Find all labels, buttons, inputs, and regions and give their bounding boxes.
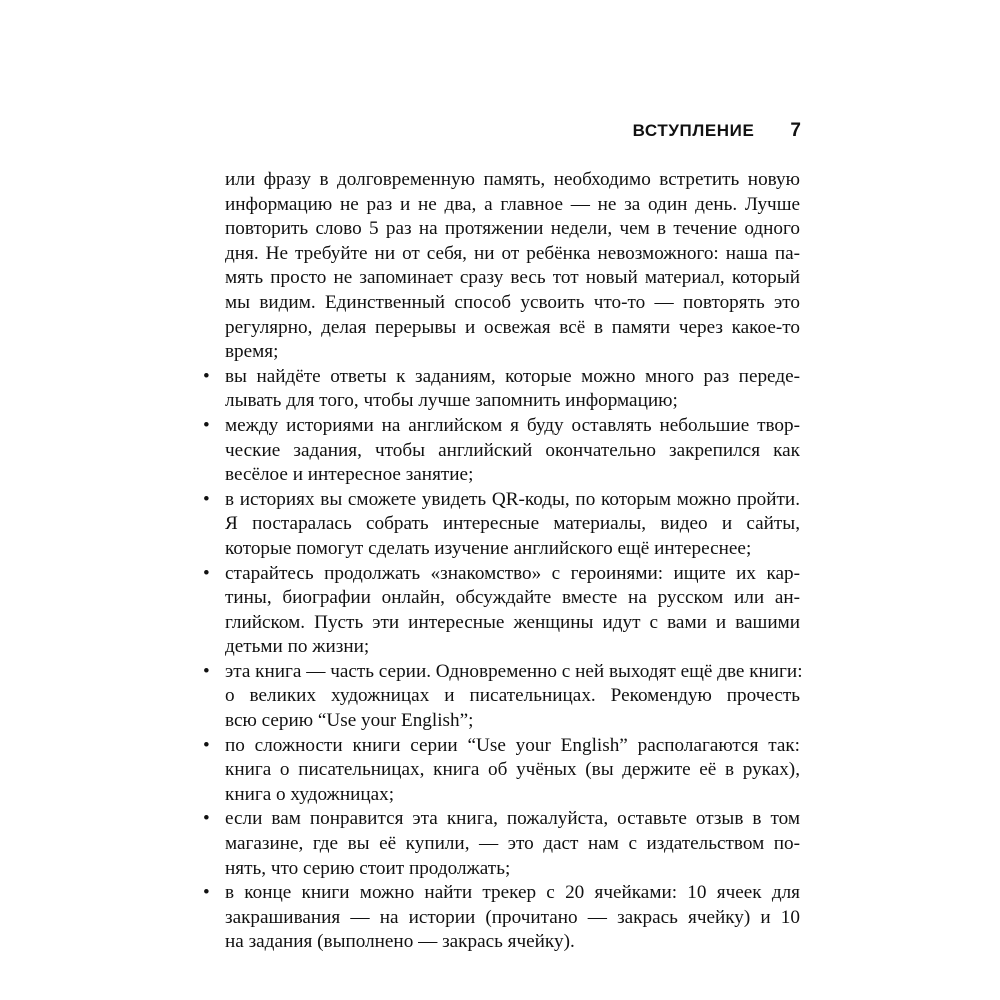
text-line: закрашивания — на истории (прочитано — закрась ячейку) и 10: [225, 906, 800, 928]
bullet-item: [203, 734, 800, 808]
text-line: магазине, где вы её купили, — это даст нам с издательством по-: [225, 833, 800, 855]
text-line: глийском. Пусть эти интересные женщины идут с вами и вашими: [225, 611, 800, 633]
text-line: ческие задания, чтобы английский окончательно закрепился как: [225, 439, 800, 461]
page-number: 7: [790, 120, 801, 141]
text-line: старайтесь продолжать «знакомство» с героинями: ищите их кар-: [225, 562, 800, 584]
text-line: тины, биографии онлайн, обсуждайте вместе на русском или ан-: [225, 587, 800, 609]
body-text: [203, 168, 803, 955]
text-line: время;: [225, 341, 279, 363]
text-line: которые помогут сделать изучение английского ещё интереснее;: [225, 537, 752, 559]
bullet-marker: •: [203, 488, 210, 510]
text-line: всю серию “Use your English”;: [225, 710, 474, 732]
bullet-marker: •: [203, 365, 210, 387]
text-line: мять просто не запоминает сразу весь тот новый материал, который: [225, 267, 800, 289]
bullet-item: [203, 881, 800, 955]
running-head: [633, 120, 801, 142]
text-line: в конце книги можно найти трекер с 20 ячейками: 10 ячеек для: [225, 882, 800, 904]
text-line: о великих художницах и писательницах. Рекомендую прочесть: [225, 685, 800, 707]
text-line: мы видим. Единственный способ усвоить что-то — повторять это: [225, 291, 800, 313]
text-line: повторить слово 5 раз на протяжении недели, чем в течение одного: [225, 218, 800, 240]
text-line: вы найдёте ответы к заданиям, которые можно много раз переде-: [225, 365, 800, 387]
text-line: на задания (выполнено — закрась ячейку).: [225, 931, 575, 953]
bullet-item: [203, 414, 800, 488]
text-line: лывать для того, чтобы лучше запомнить информацию;: [225, 390, 678, 412]
bullet-item: [203, 562, 800, 660]
text-line: или фразу в долговременную память, необходимо встретить новую: [225, 169, 800, 190]
text-line: дня. Не требуйте ни от себя, ни от ребёнка невозможного: наша па-: [225, 242, 800, 264]
text-line: в историях вы сможете увидеть QR-коды, по которым можно пройти.: [225, 488, 800, 510]
text-line: если вам понравится эта книга, пожалуйста, оставьте отзыв в том: [225, 808, 800, 830]
text-line: книга о художницах;: [225, 783, 395, 805]
bullet-item: [203, 807, 800, 881]
bullet-marker: •: [203, 562, 210, 584]
text-line: детьми по жизни;: [225, 636, 370, 658]
text-line: эта книга — часть серии. Одновременно с ней выходят ещё две книги:: [225, 660, 803, 682]
text-line: весёлое и интересное занятие;: [225, 464, 474, 486]
bullet-marker: •: [203, 660, 210, 682]
bullet-item: [203, 660, 803, 734]
section-title: ВСТУПЛЕНИЕ: [632, 121, 755, 140]
text-line: Я постаралась собрать интересные материалы, видео и сайты,: [225, 513, 800, 535]
text-line: информацию не раз и не два, а главное — не за один день. Лучше: [225, 193, 800, 215]
bullet-item: [203, 365, 800, 414]
bullet-marker: •: [203, 808, 210, 830]
text-line: нять, что серию стоит продолжать;: [225, 857, 511, 879]
intro-paragraph: [203, 168, 800, 365]
text-line: по сложности книги серии “Use your English” располагаются так:: [225, 734, 800, 756]
bullet-marker: •: [203, 882, 210, 904]
text-line: между историями на английском я буду оставлять небольшие твор-: [225, 414, 800, 436]
text-line: книга о писательницах, книга об учёных (вы держите её в руках),: [225, 759, 800, 781]
bullet-marker: •: [203, 734, 210, 756]
bullet-item: [203, 488, 800, 562]
text-line: регулярно, делая перерывы и освежая всё в памяти через какое-то: [225, 316, 800, 338]
bullet-marker: •: [203, 414, 210, 436]
